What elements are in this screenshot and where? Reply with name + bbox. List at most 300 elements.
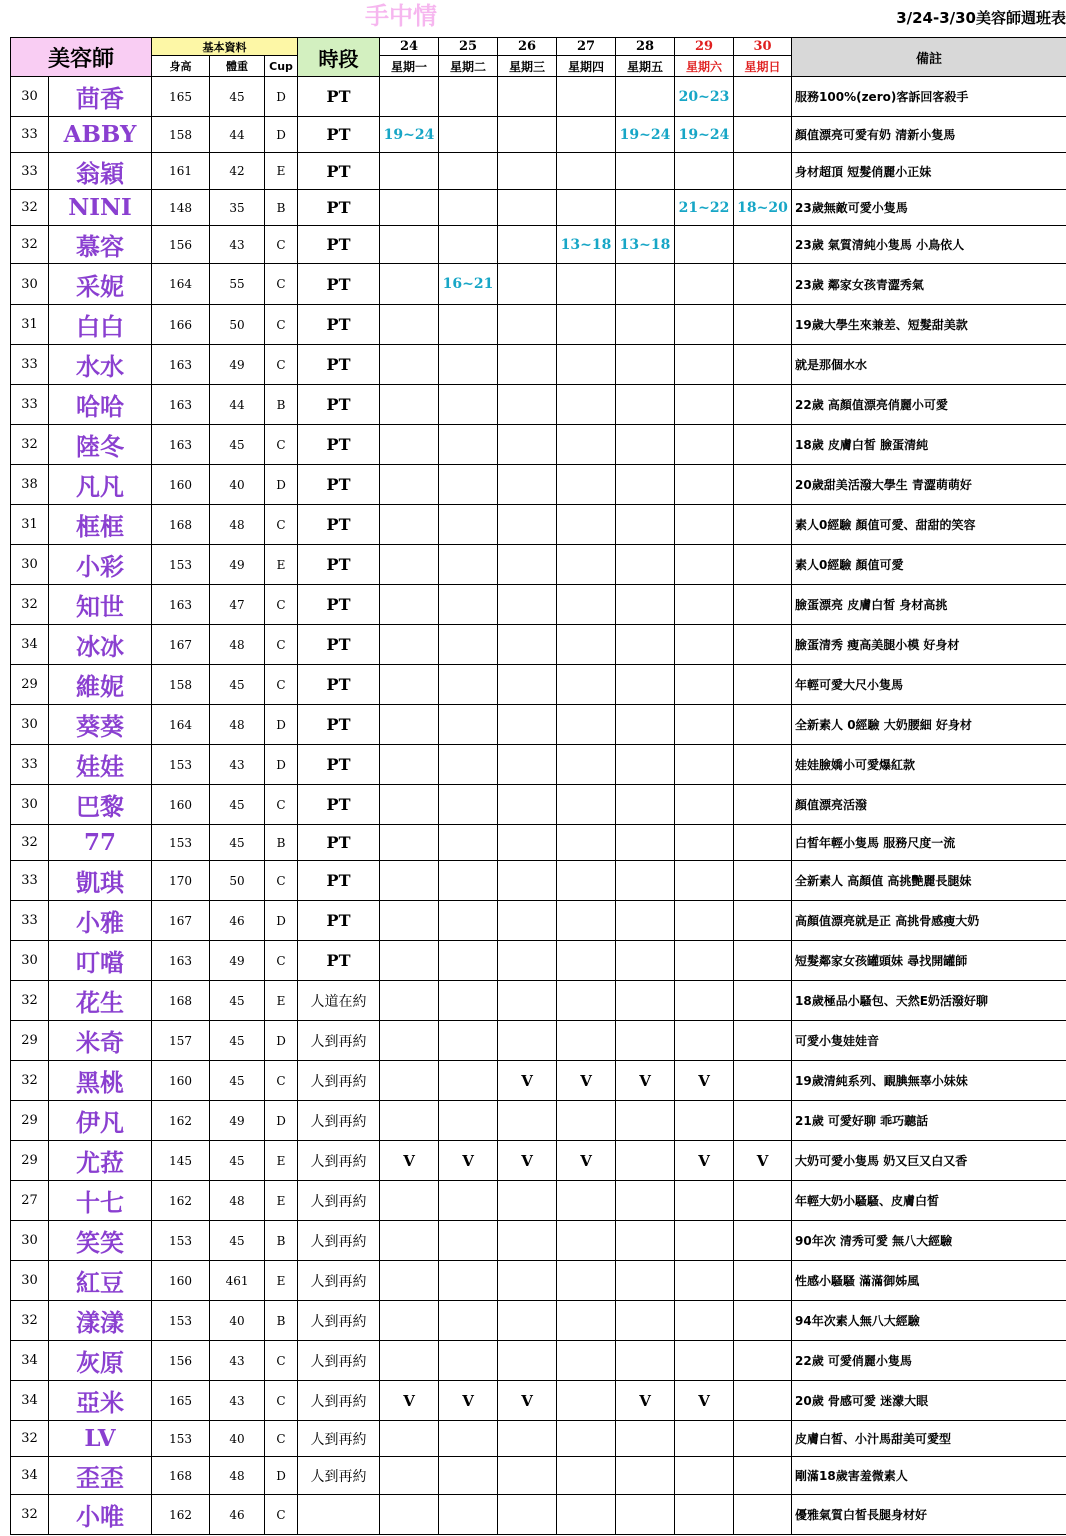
shift-cell <box>616 305 675 345</box>
beautician-name: 叮噹 <box>49 941 152 981</box>
shift-cell <box>498 665 557 705</box>
weight-cell: 40 <box>210 1301 265 1341</box>
shift-cell <box>616 1181 675 1221</box>
shift-cell: 19~24 <box>675 117 734 153</box>
shift-cell <box>439 825 498 861</box>
shift-cell <box>557 1381 616 1421</box>
table-row <box>11 825 1066 861</box>
header-weekday: 星期四 <box>557 56 616 77</box>
period-cell: PT <box>298 117 380 153</box>
shift-cell <box>616 1221 675 1261</box>
cup-cell: C <box>265 1495 298 1535</box>
age-cell: 29 <box>11 665 49 705</box>
table-row <box>11 385 1066 425</box>
shift-cell <box>498 1301 557 1341</box>
age-cell: 30 <box>11 941 49 981</box>
shift-cell <box>380 190 439 226</box>
shift-cell <box>380 264 439 305</box>
shift-cell <box>380 425 439 465</box>
shift-cell: V <box>439 1381 498 1421</box>
weight-cell: 48 <box>210 1181 265 1221</box>
height-cell: 161 <box>152 153 210 190</box>
shift-cell <box>675 425 734 465</box>
cup-cell: D <box>265 745 298 785</box>
period-cell: PT <box>298 345 380 385</box>
shift-cell <box>498 901 557 941</box>
period-cell: PT <box>298 505 380 545</box>
shift-cell <box>616 901 675 941</box>
weight-cell: 43 <box>210 745 265 785</box>
shift-cell <box>498 117 557 153</box>
height-cell: 153 <box>152 545 210 585</box>
period-cell: 人到再約 <box>298 1101 380 1141</box>
shift-cell <box>675 981 734 1021</box>
shift-cell <box>734 545 792 585</box>
age-cell: 33 <box>11 861 49 901</box>
shift-cell <box>734 117 792 153</box>
beautician-name: 黑桃 <box>49 1061 152 1101</box>
shift-cell <box>380 1457 439 1495</box>
shift-cell <box>734 585 792 625</box>
shift-cell <box>734 153 792 190</box>
notes-cell: 全新素人 高顏值 高挑艷麗長腿妹 <box>792 861 1066 901</box>
shift-cell <box>675 153 734 190</box>
height-cell: 160 <box>152 1061 210 1101</box>
table-row <box>11 981 1066 1021</box>
table-row <box>11 1341 1066 1381</box>
shift-cell <box>498 705 557 745</box>
header-date: 24 <box>380 38 439 56</box>
shift-cell <box>498 77 557 117</box>
age-cell: 30 <box>11 1261 49 1301</box>
shift-cell <box>734 1261 792 1301</box>
shift-cell <box>616 665 675 705</box>
age-cell: 30 <box>11 77 49 117</box>
shift-cell: V <box>498 1061 557 1101</box>
shift-cell <box>675 305 734 345</box>
schedule-table <box>10 37 1066 1535</box>
beautician-name: 冰冰 <box>49 625 152 665</box>
shift-cell <box>675 1221 734 1261</box>
age-cell: 32 <box>11 190 49 226</box>
table-row <box>11 505 1066 545</box>
shift-cell <box>616 1457 675 1495</box>
shift-cell <box>498 153 557 190</box>
shift-cell <box>675 1301 734 1341</box>
period-cell: 人到再約 <box>298 1301 380 1341</box>
weight-cell: 42 <box>210 153 265 190</box>
cup-cell: C <box>265 226 298 264</box>
shift-cell <box>734 785 792 825</box>
table-row <box>11 264 1066 305</box>
shift-cell <box>380 77 439 117</box>
age-cell: 33 <box>11 385 49 425</box>
weight-cell: 46 <box>210 901 265 941</box>
cup-cell: B <box>265 190 298 226</box>
shift-cell <box>675 941 734 981</box>
notes-cell: 23歲 氣質清純小隻馬 小鳥依人 <box>792 226 1066 264</box>
shift-cell <box>557 1457 616 1495</box>
age-cell: 29 <box>11 1141 49 1181</box>
shift-cell <box>380 1495 439 1535</box>
shift-cell <box>439 1061 498 1101</box>
beautician-name: 水水 <box>49 345 152 385</box>
weight-cell: 35 <box>210 190 265 226</box>
notes-cell: 大奶可愛小隻馬 奶又巨又白又香 <box>792 1141 1066 1181</box>
header-date: 26 <box>498 38 557 56</box>
shift-cell <box>380 585 439 625</box>
notes-cell: 年輕可愛大尺小隻馬 <box>792 665 1066 705</box>
period-cell: PT <box>298 861 380 901</box>
cup-cell: C <box>265 785 298 825</box>
shift-cell <box>439 1181 498 1221</box>
shift-cell <box>557 77 616 117</box>
age-cell: 34 <box>11 1381 49 1421</box>
period-cell: PT <box>298 226 380 264</box>
age-cell: 31 <box>11 505 49 545</box>
cup-cell: D <box>265 1021 298 1061</box>
age-cell: 30 <box>11 545 49 585</box>
cup-cell: D <box>265 901 298 941</box>
age-cell: 31 <box>11 305 49 345</box>
shift-cell <box>675 705 734 745</box>
table-row <box>11 745 1066 785</box>
beautician-name: 凡凡 <box>49 465 152 505</box>
beautician-name: 花生 <box>49 981 152 1021</box>
notes-cell: 23歲無敵可愛小隻馬 <box>792 190 1066 226</box>
notes-cell: 94年次素人無八大經驗 <box>792 1301 1066 1341</box>
weight-cell: 44 <box>210 117 265 153</box>
shift-cell <box>439 1021 498 1061</box>
beautician-name: 伊凡 <box>49 1101 152 1141</box>
table-row <box>11 785 1066 825</box>
table-row <box>11 465 1066 505</box>
shift-cell <box>675 901 734 941</box>
shift-cell <box>498 264 557 305</box>
shift-cell <box>498 425 557 465</box>
shift-cell <box>498 345 557 385</box>
height-cell: 162 <box>152 1181 210 1221</box>
table-row <box>11 585 1066 625</box>
shift-cell <box>498 1341 557 1381</box>
shift-cell <box>439 1495 498 1535</box>
header-cup: Cup <box>265 56 298 77</box>
shift-cell <box>498 1261 557 1301</box>
shift-cell <box>557 585 616 625</box>
shift-cell: V <box>557 1141 616 1181</box>
shift-cell <box>380 901 439 941</box>
height-cell: 165 <box>152 77 210 117</box>
height-cell: 157 <box>152 1021 210 1061</box>
age-cell: 27 <box>11 1181 49 1221</box>
table-row <box>11 941 1066 981</box>
shift-cell <box>616 1141 675 1181</box>
notes-cell: 20歲 骨感可愛 迷濛大眼 <box>792 1381 1066 1421</box>
shift-cell <box>675 861 734 901</box>
period-cell: 人到再約 <box>298 1381 380 1421</box>
shift-cell <box>380 385 439 425</box>
age-cell: 34 <box>11 1457 49 1495</box>
period-cell: PT <box>298 941 380 981</box>
header-weekday: 星期日 <box>734 56 792 77</box>
shift-cell <box>616 1495 675 1535</box>
shift-cell <box>734 1221 792 1261</box>
period-cell: PT <box>298 785 380 825</box>
table-row <box>11 1495 1066 1535</box>
weight-cell: 45 <box>210 981 265 1021</box>
shift-cell <box>675 465 734 505</box>
height-cell: 167 <box>152 901 210 941</box>
table-row <box>11 1141 1066 1181</box>
notes-cell: 年輕大奶小騷騷、皮膚白皙 <box>792 1181 1066 1221</box>
beautician-name: 米奇 <box>49 1021 152 1061</box>
shift-cell <box>734 465 792 505</box>
notes-cell: 皮膚白皙、小汁馬甜美可愛型 <box>792 1421 1066 1457</box>
beautician-name: 采妮 <box>49 264 152 305</box>
beautician-name: 葵葵 <box>49 705 152 745</box>
shift-cell <box>380 345 439 385</box>
shift-cell <box>498 1457 557 1495</box>
cup-cell: D <box>265 117 298 153</box>
weight-cell: 55 <box>210 264 265 305</box>
shift-cell <box>557 1341 616 1381</box>
shift-cell <box>734 941 792 981</box>
weight-cell: 43 <box>210 1341 265 1381</box>
beautician-name: 歪歪 <box>49 1457 152 1495</box>
weight-cell: 40 <box>210 1421 265 1457</box>
shift-cell: V <box>675 1061 734 1101</box>
shift-cell <box>557 1421 616 1457</box>
shift-cell: 13~18 <box>557 226 616 264</box>
shift-cell <box>498 861 557 901</box>
header-height: 身高 <box>152 56 210 77</box>
cup-cell: C <box>265 1061 298 1101</box>
cup-cell: C <box>265 345 298 385</box>
table-row <box>11 545 1066 585</box>
shift-cell <box>734 1301 792 1341</box>
cup-cell: E <box>265 981 298 1021</box>
shift-cell <box>498 1421 557 1457</box>
period-cell: 人到再約 <box>298 1141 380 1181</box>
notes-cell: 全新素人 0經驗 大奶腰細 好身材 <box>792 705 1066 745</box>
age-cell: 32 <box>11 1301 49 1341</box>
weight-cell: 46 <box>210 1495 265 1535</box>
shift-cell <box>734 1457 792 1495</box>
shift-cell <box>439 585 498 625</box>
brand-title: 手中情 <box>365 2 437 30</box>
period-cell: 人道在約 <box>298 981 380 1021</box>
header-notes: 備註 <box>792 38 1066 77</box>
height-cell: 168 <box>152 981 210 1021</box>
age-cell: 29 <box>11 1021 49 1061</box>
shift-cell <box>675 1261 734 1301</box>
header-weekday: 星期一 <box>380 56 439 77</box>
height-cell: 153 <box>152 1421 210 1457</box>
shift-cell <box>557 665 616 705</box>
notes-cell: 23歲 鄰家女孩青澀秀氣 <box>792 264 1066 305</box>
shift-cell <box>439 77 498 117</box>
shift-cell <box>557 153 616 190</box>
shift-cell <box>380 1221 439 1261</box>
notes-cell: 可愛小隻娃娃音 <box>792 1021 1066 1061</box>
shift-cell <box>498 981 557 1021</box>
shift-cell <box>616 1261 675 1301</box>
age-cell: 33 <box>11 117 49 153</box>
weight-cell: 49 <box>210 1101 265 1141</box>
age-cell: 29 <box>11 1101 49 1141</box>
shift-cell <box>616 264 675 305</box>
shift-cell <box>439 1421 498 1457</box>
cup-cell: C <box>265 941 298 981</box>
header-weekday: 星期五 <box>616 56 675 77</box>
weight-cell: 48 <box>210 705 265 745</box>
notes-cell: 白皙年輕小隻馬 服務尺度一流 <box>792 825 1066 861</box>
weight-cell: 45 <box>210 1221 265 1261</box>
shift-cell <box>380 625 439 665</box>
cup-cell: D <box>265 1101 298 1141</box>
period-cell: PT <box>298 665 380 705</box>
header-date: 27 <box>557 38 616 56</box>
shift-cell <box>675 226 734 264</box>
shift-cell <box>734 77 792 117</box>
shift-cell <box>439 1101 498 1141</box>
beautician-name: 慕容 <box>49 226 152 264</box>
shift-cell <box>616 545 675 585</box>
shift-cell <box>616 345 675 385</box>
shift-cell <box>557 941 616 981</box>
notes-cell: 22歲 高顏值漂亮俏麗小可愛 <box>792 385 1066 425</box>
shift-cell <box>616 825 675 861</box>
age-cell: 32 <box>11 1495 49 1535</box>
shift-cell <box>557 385 616 425</box>
shift-cell <box>616 465 675 505</box>
shift-cell <box>557 190 616 226</box>
shift-cell <box>557 425 616 465</box>
height-cell: 162 <box>152 1101 210 1141</box>
notes-cell: 18歲極品小騷包、天然E奶活潑好聊 <box>792 981 1066 1021</box>
shift-cell <box>380 981 439 1021</box>
shift-cell <box>616 1421 675 1457</box>
period-cell: PT <box>298 264 380 305</box>
shift-cell <box>380 1341 439 1381</box>
shift-cell <box>734 745 792 785</box>
shift-cell <box>439 625 498 665</box>
beautician-name: 漾漾 <box>49 1301 152 1341</box>
period-cell: 人到再約 <box>298 1457 380 1495</box>
table-row <box>11 1421 1066 1457</box>
shift-cell <box>675 1021 734 1061</box>
table-row <box>11 1101 1066 1141</box>
shift-cell <box>557 861 616 901</box>
weight-cell: 45 <box>210 1141 265 1181</box>
cup-cell: B <box>265 825 298 861</box>
beautician-name: 小唯 <box>49 1495 152 1535</box>
age-cell: 30 <box>11 785 49 825</box>
shift-cell <box>498 505 557 545</box>
shift-cell <box>439 941 498 981</box>
height-cell: 168 <box>152 505 210 545</box>
weight-cell: 45 <box>210 425 265 465</box>
shift-cell <box>734 1061 792 1101</box>
notes-cell: 娃娃臉嬌小可愛爆紅款 <box>792 745 1066 785</box>
period-cell: PT <box>298 385 380 425</box>
shift-cell: V <box>498 1141 557 1181</box>
weight-cell: 45 <box>210 665 265 705</box>
shift-cell: 21~22 <box>675 190 734 226</box>
shift-cell <box>498 385 557 425</box>
shift-cell <box>557 1101 616 1141</box>
notes-cell: 19歲大學生來兼差、短髮甜美款 <box>792 305 1066 345</box>
shift-cell <box>380 1181 439 1221</box>
shift-cell <box>675 785 734 825</box>
cup-cell: B <box>265 1301 298 1341</box>
shift-cell <box>439 705 498 745</box>
height-cell: 163 <box>152 425 210 465</box>
table-row <box>11 305 1066 345</box>
shift-cell <box>675 1495 734 1535</box>
shift-cell <box>557 305 616 345</box>
beautician-name: 尤菈 <box>49 1141 152 1181</box>
beautician-name: 知世 <box>49 585 152 625</box>
notes-cell: 90年次 清秀可愛 無八大經驗 <box>792 1221 1066 1261</box>
period-cell: 人到再約 <box>298 1421 380 1457</box>
table-row <box>11 1301 1066 1341</box>
table-row <box>11 705 1066 745</box>
shift-cell <box>616 425 675 465</box>
shift-cell <box>557 1301 616 1341</box>
shift-cell <box>498 465 557 505</box>
beautician-name: 77 <box>49 825 152 861</box>
shift-cell: 19~24 <box>380 117 439 153</box>
shift-cell <box>380 665 439 705</box>
table-row <box>11 1261 1066 1301</box>
weight-cell: 43 <box>210 226 265 264</box>
cup-cell: E <box>265 1261 298 1301</box>
shift-cell <box>498 190 557 226</box>
shift-cell: 20~23 <box>675 77 734 117</box>
shift-cell <box>616 1021 675 1061</box>
height-cell: 153 <box>152 1221 210 1261</box>
shift-cell <box>557 345 616 385</box>
cup-cell: C <box>265 665 298 705</box>
table-row <box>11 1381 1066 1421</box>
shift-cell <box>675 264 734 305</box>
weight-cell: 50 <box>210 305 265 345</box>
shift-cell <box>734 264 792 305</box>
table-row <box>11 226 1066 264</box>
period-cell: PT <box>298 745 380 785</box>
shift-cell <box>675 505 734 545</box>
shift-cell <box>439 226 498 264</box>
header-name: 美容師 <box>11 38 152 77</box>
height-cell: 166 <box>152 305 210 345</box>
weight-cell: 49 <box>210 941 265 981</box>
beautician-name: 小雅 <box>49 901 152 941</box>
notes-cell: 21歲 可愛好聊 乖巧聽話 <box>792 1101 1066 1141</box>
shift-cell <box>557 1261 616 1301</box>
cup-cell: B <box>265 385 298 425</box>
table-row <box>11 190 1066 226</box>
table-row <box>11 1181 1066 1221</box>
beautician-name: 娃娃 <box>49 745 152 785</box>
shift-cell <box>616 585 675 625</box>
height-cell: 164 <box>152 705 210 745</box>
cup-cell: D <box>265 1457 298 1495</box>
period-cell: PT <box>298 901 380 941</box>
shift-cell <box>380 1261 439 1301</box>
shift-cell <box>734 345 792 385</box>
shift-cell <box>557 981 616 1021</box>
